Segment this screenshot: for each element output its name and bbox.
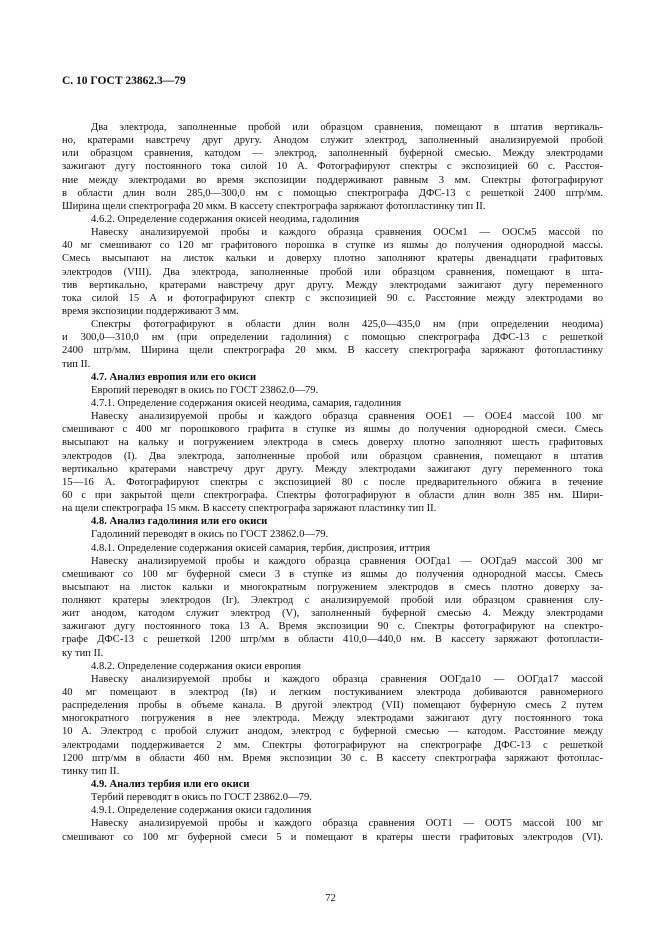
text-line: Два электрода, заполненные пробой или образцом сравнения, помещают в штатив вертикаль- — [91, 122, 603, 133]
text-line: Гадолиний переводят в окись по ГОСТ 23862.0—79. — [91, 529, 329, 541]
text-line: вертикально кратерами навстречу друг другу. Между электродами зажигают дугу переменного тока — [62, 463, 603, 475]
page-number: 72 — [325, 893, 336, 904]
text-line: жит анодом, катодом служит электрод (V), заполненный буферной смесью 4. Между электродами — [62, 608, 603, 620]
section-heading: 4.8. Анализ гадолиния или его окиси — [91, 516, 268, 528]
text-line: и 300,0—310,0 нм (при определении гадолиния) с помощью спектрографа ДФС-13 с решеткой — [62, 332, 603, 344]
text-line: ние между электродами во время экспозиции поддерживают равным 3 мм. Спектры фотографируют — [62, 174, 603, 186]
text-line: Навеску анализируемой пробы и каждого образца сравнения ООГда10 — ООГда17 массой — [91, 673, 603, 685]
text-line: но, кратерами навстречу друг другу. Анодом служит электрод, заполненный анализируемой пробой — [62, 135, 603, 147]
text-line: Европий переводят в окись по ГОСТ 23862.0—79. — [91, 384, 319, 396]
text-line: Ширина щели спектрографа 20 мкм. В кассету спектрографа заряжают фотопластинку тип II. — [62, 200, 486, 212]
text-line: распределения пробы в объеме канала. В другой электрод (VII) помещают буферную смесь 2 путем — [62, 700, 603, 712]
text-line: Навеску анализируемой пробы и каждого образца сравнения ООГда1 — ООГда9 массой 300 мг — [91, 555, 603, 567]
text-line: ку тип II. — [62, 647, 104, 659]
text-line: тока силой 15 А и фотографируют спектр с экспозицией 90 с. Расстояние между электродами во — [62, 292, 603, 304]
text-line: 1200 штр/мм в области 460 нм. Время экспозиции 30 с. В кассету спектрографа заряжают фотоплас- — [62, 752, 603, 764]
text-line: 40 мг смешивают со 120 мг графитового порошка в ступке из яшмы до получения однородной массы. — [62, 240, 603, 252]
text-line: графе ДФС-13 с решеткой 1200 штр/мм в области 410,0—440,0 нм. В кассету заряжают фотопласти- — [62, 634, 603, 646]
text-line: смешивают со 100 мг буферной смеси 3 в ступке из яшмы до получения однородной массы. Смесь — [62, 568, 603, 580]
text-line: время экспозиции поддерживают 3 мм. — [62, 305, 239, 317]
text-line: высыпают на кальку и погружением электрода в смесь доверху плотно заполняют шесть графитовых — [62, 437, 603, 449]
text-line: зажигают дугу постоянного тока 13 А. Время экспозиции 90 с. Спектры фотографируют на спектро- — [62, 621, 603, 633]
text-line: 4.9.1. Определение содержания окиси гадолиния — [91, 805, 312, 817]
text-line: многократного погружения в нее электрода. Между электродами зажигают дугу постоянного тока — [62, 713, 603, 725]
text-line: Навеску анализируемой пробы и каждого образца сравнения ООСм1 — ООСм5 массой по — [91, 227, 603, 239]
text-line: в области длин волн 285,0—300,0 нм с помощью спектрографа ДФС-13 с решеткой 2400 штр/мм. — [62, 187, 603, 199]
section-heading: 4.7. Анализ европия или его окиси — [91, 371, 257, 383]
text-line: 10 А. Электрод с пробой служит анодом, электрод с буферной смесью — катодом. Расстояние между — [62, 726, 603, 738]
text-line: тив вертикально, кратерами навстречу друг другу. Между электродами зажигают дугу переменного — [62, 279, 603, 291]
text-line: высыпают на листок кальки и многократным погружением электродов в смесь плотно доверху за- — [62, 581, 603, 593]
text-line: смешивают с 400 мг порошкового графита в ступке из яшмы до получения однородной смеси. Смесь — [62, 424, 603, 436]
text-line: зажигают дугу постоянного тока силой 10 А. Фотографируют спектры с экспозицией 60 с. Расстоя- — [62, 161, 603, 173]
text-line: тинку тип II. — [62, 765, 120, 777]
text-line: тип II. — [62, 358, 91, 370]
text-line: 2400 штр/мм. Ширина щели спектрографа 20 мкм. В кассету спектрографа заряжают фотопластинку — [62, 345, 603, 357]
text-line: 4.6.2. Определение содержания окисей неодима, гадолиния — [91, 213, 360, 225]
text-line: на щели спектрографа 15 мкм. В кассету спектрографа заряжают пластинку тип II. — [62, 503, 437, 515]
text-line: или образцом сравнения, катодом — электрод, заполненный буферной смесью. Между электродами — [62, 148, 603, 160]
text-line: полняют кратеры электродов (Iг). Электрод с анализируемой пробой или образцом сравнения слу- — [62, 595, 603, 607]
text-line: электродов (VIII). Два электрода, заполненные пробой или образцом сравнения, помещают в шта- — [62, 266, 603, 278]
text-line: Навеску анализируемой пробы и каждого образца сравнения ООЕ1 — ООЕ4 массой 100 мг — [91, 411, 603, 423]
text-line: 60 с при закрытой щели спектрографа. Спектры фотографируют в области длин волн 385 нм. Шири- — [62, 489, 603, 501]
section-heading: 4.9. Анализ тербия или его окиси — [91, 779, 250, 791]
text-line: Навеску анализируемой пробы и каждого образца сравнения ООТ1 — ООТ5 массой 100 мг — [91, 818, 603, 830]
text-line: Смесь высыпают на листок кальки и доверху плотно заполняют кратеры двенадцати графитовых — [62, 253, 603, 265]
text-line: 4.8.2. Определение содержания окиси европия — [91, 660, 302, 672]
text-line: 4.7.1. Определение содержания окисей неодима, самария, гадолиния — [91, 397, 402, 409]
text-line: Тербий переводят в окись по ГОСТ 23862.0—79. — [91, 792, 312, 804]
text-line: Спектры фотографируют в области длин волн 425,0—435,0 нм (при определении неодима) — [91, 319, 603, 331]
page-header: С. 10 ГОСТ 23862.3—79 — [62, 75, 186, 87]
text-line: 4.8.1. Определение содержания окисей самария, тербия, диспрозия, иттрия — [91, 542, 431, 554]
text-line: электродов (I). Два электрода, заполненные пробой или образцом сравнения, помещают в штатив — [62, 450, 603, 462]
document-body — [62, 121, 603, 844]
text-line: смешивают со 100 мг буферной смеси 5 и помещают в кратеры шести графитовых электродов (VI). — [62, 831, 603, 843]
text-line: 15—16 А. Фотографируют спектры с экспозицией 80 с после предварительного обжига в течение — [62, 476, 603, 488]
text-line: 40 мг помещают в электрод (Iв) и легким постукиванием электрода добиваются равномерного — [62, 687, 603, 699]
text-line: электродами поддерживается 2 мм. Спектры фотографируют на спектрографе ДФС-13 с решеткой — [62, 739, 603, 751]
